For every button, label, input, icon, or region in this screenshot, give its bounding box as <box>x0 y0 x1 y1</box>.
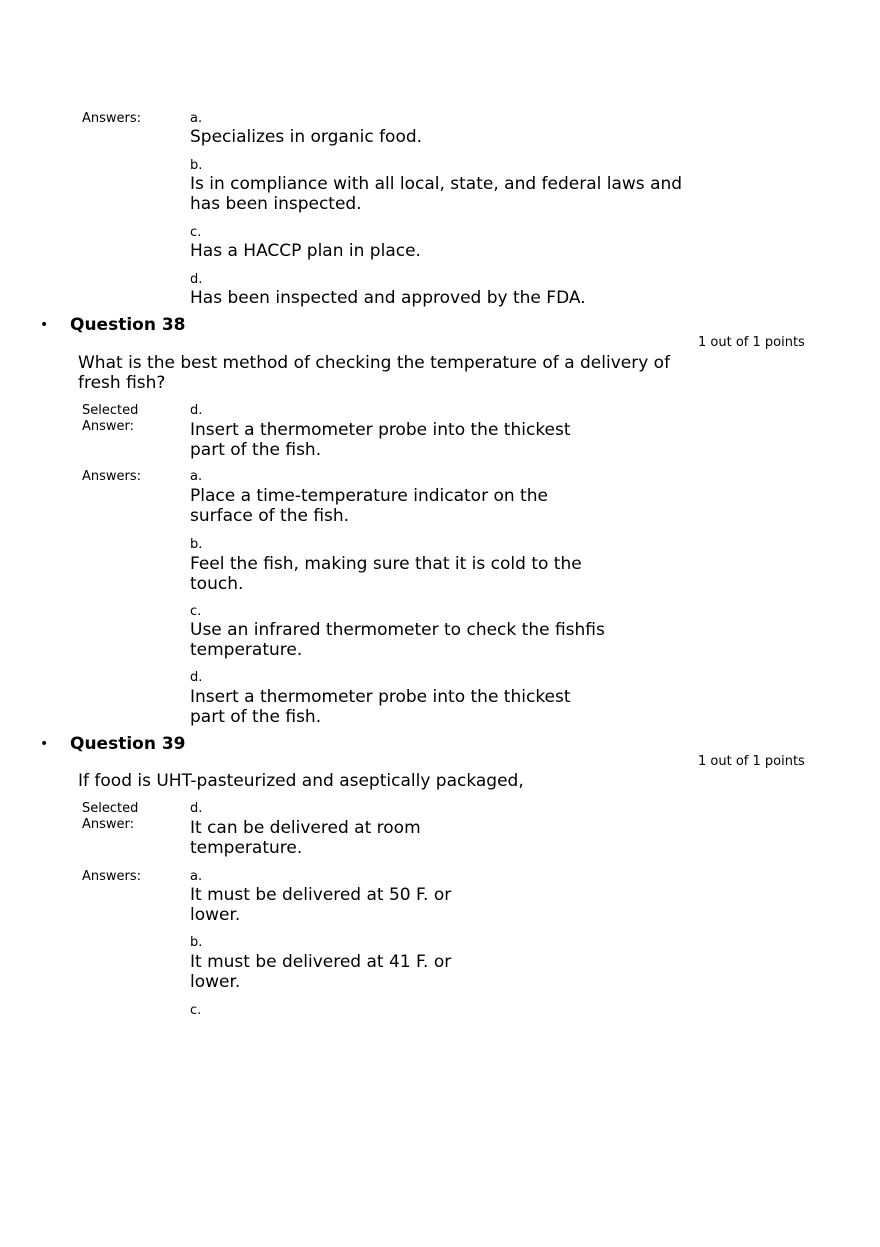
selected-answer-text: part of the fish. <box>190 440 322 460</box>
answers-label: Answers: <box>82 469 142 484</box>
answer-letter: a. <box>190 111 203 126</box>
answer-letter: b. <box>190 158 203 173</box>
answer-text: surface of the fish. <box>190 506 350 526</box>
answer-text: It must be delivered at 50 F. or <box>190 885 452 905</box>
answer-letter: b. <box>190 935 203 950</box>
selected-answer-letter: d. <box>190 403 203 418</box>
question-prompt: If food is UHT-pasteurized and aseptically packaged, <box>78 771 524 791</box>
answer-letter: c. <box>190 1003 202 1018</box>
answer-letter: a. <box>190 869 203 884</box>
answer-text: Is in compliance with all local, state, and federal laws and <box>190 174 683 194</box>
answers-label: Answers: <box>82 869 142 884</box>
answer-text: temperature. <box>190 640 303 660</box>
points-score: 1 out of 1 points <box>698 754 805 769</box>
selected-answer-text: temperature. <box>190 838 303 858</box>
selected-answer-letter: d. <box>190 801 203 816</box>
answer-letter: c. <box>190 604 202 619</box>
question-prompt: fresh fish? <box>78 373 166 393</box>
selected-answer-label: Selected <box>82 801 139 816</box>
answer-text: Has a HACCP plan in place. <box>190 241 421 261</box>
bullet: • <box>40 317 49 333</box>
answer-text: It must be delivered at 41 F. or <box>190 952 452 972</box>
answer-text: lower. <box>190 972 241 992</box>
answer-letter: a. <box>190 469 203 484</box>
bullet: • <box>40 736 49 752</box>
answer-text: Insert a thermometer probe into the thickest <box>190 687 571 707</box>
selected-answer-label: Answer: <box>82 419 135 434</box>
answer-text: touch. <box>190 574 244 594</box>
selected-answer-text: Insert a thermometer probe into the thickest <box>190 420 571 440</box>
points-score: 1 out of 1 points <box>698 335 805 350</box>
answer-text: Specializes in organic food. <box>190 127 423 147</box>
selected-answer-label: Selected <box>82 403 139 418</box>
answer-letter: b. <box>190 537 203 552</box>
question-prompt: What is the best method of checking the temperature of a delivery of <box>78 353 671 373</box>
answer-text: Has been inspected and approved by the FDA. <box>190 288 586 308</box>
answer-letter: c. <box>190 225 202 240</box>
answer-text: lower. <box>190 905 241 925</box>
answer-text: part of the fish. <box>190 707 322 727</box>
answer-text: has been inspected. <box>190 194 362 214</box>
selected-answer-text: It can be delivered at room <box>190 818 421 838</box>
question-title: Question 38 <box>70 315 186 335</box>
question-title: Question 39 <box>70 734 186 754</box>
answer-text: Feel the fish, making sure that it is cold to the <box>190 554 582 574</box>
answer-letter: d. <box>190 670 203 685</box>
answer-letter: d. <box>190 272 203 287</box>
answer-text: Use an infrared thermometer to check the fishfis <box>190 620 605 640</box>
answer-text: Place a time-temperature indicator on the <box>190 486 548 506</box>
selected-answer-label: Answer: <box>82 817 135 832</box>
answers-label: Answers: <box>82 111 142 126</box>
